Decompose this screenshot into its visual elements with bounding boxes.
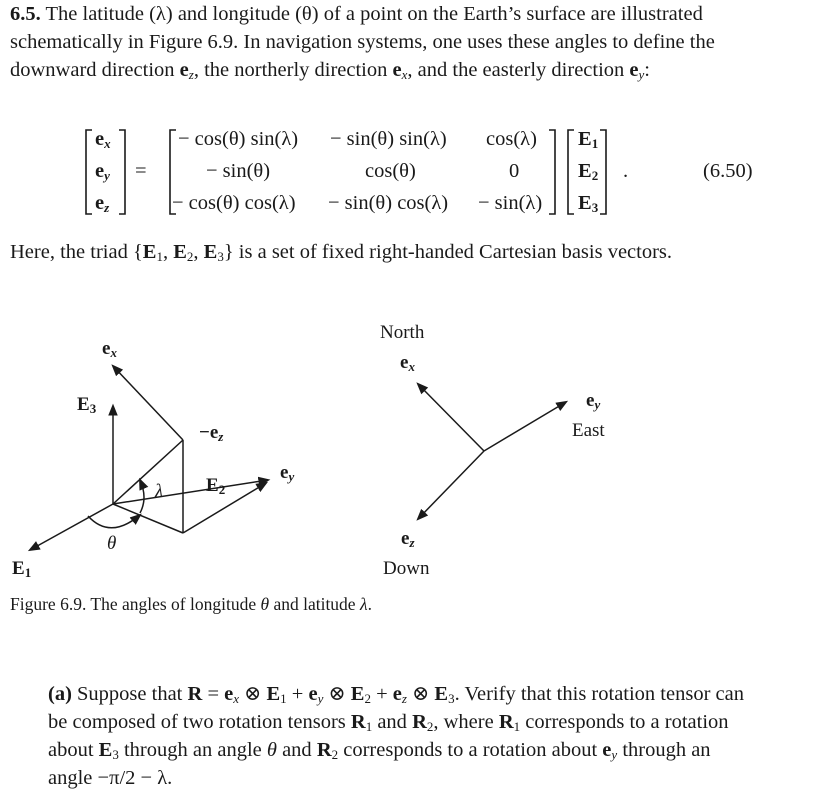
equation-period: . xyxy=(623,160,629,182)
m13: cos(λ) xyxy=(486,128,537,150)
part-a: (a) Suppose that $R = e_x$ ⊗ $E_1 + e_y$ ⊗ $E_2 + e_z$ ⊗ $E_3$. Verify that this rotation tensor can be composed of two rotation tensors $R_1$ and $R_2$, where $R_1$ corresponds to a rotation about $E_3$ through an angle θ and $R_2$ corresponds to a rotation about $e_y$ through an angle −π/2 − λ. xyxy=(48,683,744,789)
label-theta: θ xyxy=(107,533,117,554)
m21: − sin(θ) xyxy=(206,160,271,182)
vector-ex xyxy=(113,366,183,440)
vector-down xyxy=(418,451,484,519)
m31: − cos(θ) cos(λ) xyxy=(172,192,296,214)
angle-theta-arc xyxy=(88,515,140,528)
m22: cos(θ) xyxy=(365,160,416,182)
equals-sign: = xyxy=(135,160,147,182)
angle-lambda-arc xyxy=(140,480,144,513)
base-line xyxy=(113,504,183,533)
m32: − sin(θ) cos(λ) xyxy=(328,192,449,214)
part-a-label: (a) xyxy=(48,683,72,705)
lhs-ex: $e_x$ xyxy=(95,128,111,151)
rhs-E2: $E_2$ xyxy=(578,160,599,183)
figure-caption: Figure 6.9. The angles of longitude θ and latitude λ. xyxy=(10,594,372,614)
label-ey-right: $e_y$ xyxy=(586,390,601,412)
triad-sentence: Here, the triad {$E_1$, $E_2$, $E_3$} is a set of fixed right-handed Cartesian basis vectors. xyxy=(10,241,673,264)
m12: − sin(θ) sin(λ) xyxy=(330,128,447,150)
lhs-ey: $e_y$ xyxy=(95,160,110,183)
label-ey-left: $e_y$ xyxy=(280,462,295,484)
problem-number: 6.5. xyxy=(10,3,41,25)
label-E2: $E_2$ xyxy=(206,475,226,497)
m23: 0 xyxy=(509,160,520,182)
m11: − cos(θ) sin(λ) xyxy=(178,128,299,150)
label-north: North xyxy=(380,322,425,343)
equation-number: (6.50) xyxy=(703,160,753,182)
lhs-ez: $e_z$ xyxy=(95,192,110,215)
m33: − sin(λ) xyxy=(478,192,543,214)
vector-north xyxy=(418,384,484,451)
label-down: Down xyxy=(383,558,430,579)
rhs-E3: $E_3$ xyxy=(578,192,599,215)
label-ex-left: $e_x$ xyxy=(102,338,117,360)
label-minus-ez: $-e_z$ xyxy=(199,422,224,444)
vector-east xyxy=(484,402,566,451)
axis-E1 xyxy=(30,504,113,550)
label-ez-right: $e_z$ xyxy=(401,528,415,550)
label-east: East xyxy=(572,420,605,441)
figure-6-9 xyxy=(0,318,822,586)
label-ex-right: $e_x$ xyxy=(400,352,415,374)
rhs-E1: $E_1$ xyxy=(578,128,599,151)
label-lambda: λ xyxy=(155,481,164,502)
label-E1: $E_1$ xyxy=(12,558,32,580)
problem-intro: 6.5. The latitude (λ) and longitude (θ) of a point on the Earth’s surface are illustrated schematically in Figure 6.9. In navigation systems, one uses these angles to define the downward direction $e_z$, the northerly direction $e_x$, and the easterly direction $e_y$: xyxy=(10,3,715,82)
label-E3: $E_3$ xyxy=(77,394,97,416)
equation-6-50 xyxy=(0,120,822,224)
